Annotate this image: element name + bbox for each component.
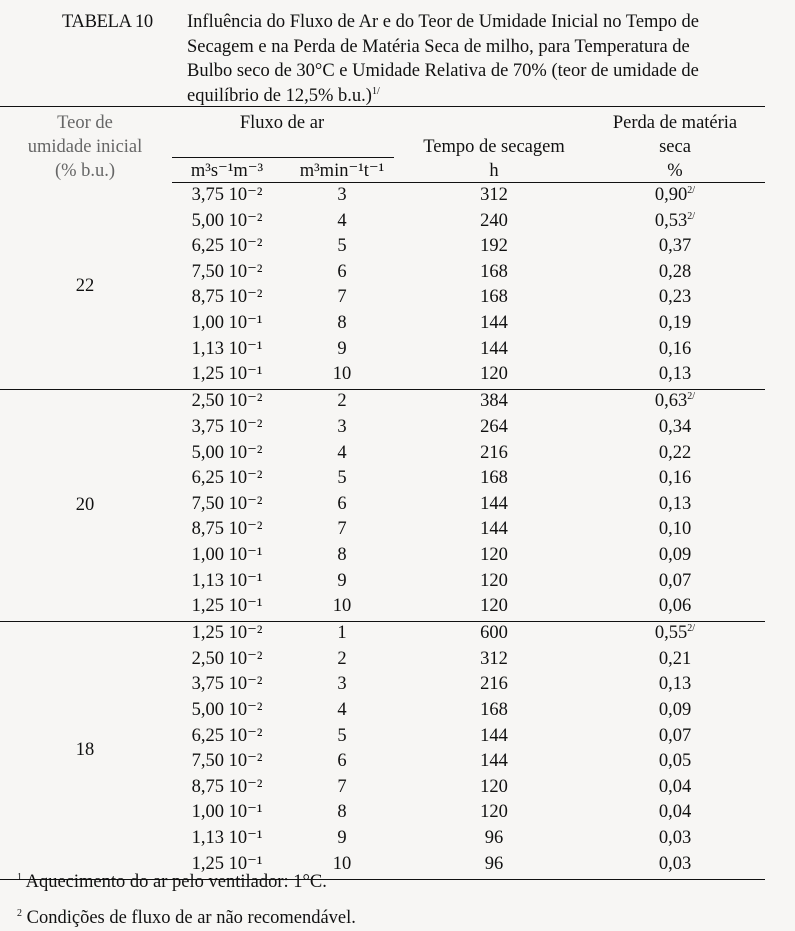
cell-fluxo-t: 5 [337, 236, 347, 257]
footnote-1-text: Aquecimento do ar pelo ventilador: 1°C. [25, 872, 327, 892]
cell-tempo: 120 [480, 802, 508, 823]
cell-fluxo-si: 1,25 10⁻² [191, 623, 263, 644]
cell-perda: 0,05 [658, 751, 692, 772]
cell-fluxo-si: 1,13 10⁻¹ [191, 338, 263, 359]
header-tempo-line2: h [489, 161, 499, 181]
cell-tempo: 240 [480, 210, 508, 231]
cell-tempo: 96 [484, 828, 504, 848]
caption-line: Secagem e na Perda de Matéria Seca de milho, para Temperatura de [187, 36, 690, 57]
cell-fluxo-si: 3,75 10⁻² [191, 185, 263, 205]
cell-fluxo-t: 4 [337, 442, 347, 463]
header-unit-t: m³min⁻¹t⁻¹ [299, 161, 385, 181]
cell-tempo: 312 [480, 185, 508, 205]
cell-teor: 22 [75, 275, 95, 296]
fluxo-subrule [172, 157, 394, 158]
footnote-1-mark: 1 [17, 872, 22, 883]
cell-teor: 20 [75, 495, 95, 515]
cell-fluxo-t: 9 [337, 338, 347, 359]
cell-tempo: 96 [484, 853, 504, 874]
header-perda-line2: seca [659, 137, 691, 157]
cell-fluxo-si: 5,00 10⁻² [191, 700, 263, 720]
cell-perda: 0,13 [658, 364, 692, 385]
cell-perda: $0,63^{2/}$ [654, 391, 696, 412]
cell-fluxo-t: 3 [337, 416, 347, 437]
cell-tempo: 120 [480, 596, 508, 617]
cell-perda: 0,28 [658, 261, 692, 282]
cell-tempo: 384 [480, 391, 508, 412]
cell-tempo: 144 [480, 725, 508, 746]
cell-fluxo-t: 7 [337, 776, 347, 797]
cell-perda: 0,22 [658, 442, 692, 463]
cell-perda: $0,53^{2/}$ [654, 210, 696, 231]
header-bottom-rule [172, 182, 765, 183]
cell-fluxo-si: 1,25 10⁻¹ [191, 364, 263, 385]
cell-tempo: 120 [480, 570, 508, 591]
header-fluxo: Fluxo de ar [239, 113, 325, 133]
cell-fluxo-t: 10 [332, 364, 352, 385]
cell-perda: $0,90^{2/}$ [654, 185, 696, 205]
cell-fluxo-si: 3,75 10⁻² [191, 674, 263, 695]
cell-perda: 0,23 [658, 287, 692, 308]
cell-perda: $0,55^{2/}$ [654, 623, 696, 644]
cell-fluxo-t: 8 [337, 313, 347, 333]
caption-line: Influência do Fluxo de Ar e do Teor de Umidade Inicial no Tempo de [187, 12, 700, 32]
cell-fluxo-si: 5,00 10⁻² [191, 210, 263, 231]
cell-tempo: 144 [480, 493, 508, 514]
table-top-rule [0, 106, 765, 107]
cell-perda: 0,13 [658, 674, 692, 695]
caption-text [187, 10, 792, 108]
cell-fluxo-t: 2 [337, 648, 347, 669]
cell-fluxo-si: 8,75 10⁻² [191, 776, 263, 797]
cell-fluxo-t: 8 [337, 544, 347, 565]
cell-fluxo-t: 6 [337, 751, 347, 772]
cell-fluxo-t: 10 [332, 853, 352, 874]
cell-fluxo-t: 4 [337, 700, 347, 720]
cell-fluxo-si: 1,00 10⁻¹ [191, 802, 263, 823]
cell-perda: 0,04 [658, 776, 692, 797]
header-perda-line3: % [667, 161, 683, 181]
cell-perda: 0,13 [658, 493, 692, 514]
cell-fluxo-si: 1,00 10⁻¹ [191, 544, 263, 565]
cell-perda: 0,34 [658, 416, 692, 437]
cell-fluxo-t: 8 [337, 802, 347, 823]
cell-fluxo-si: 1,00 10⁻¹ [191, 313, 263, 333]
cell-tempo: 120 [480, 776, 508, 797]
footnote-ref: 2/ [687, 210, 696, 222]
cell-fluxo-t: 5 [337, 725, 347, 746]
cell-tempo: 120 [480, 364, 508, 385]
cell-teor: 18 [75, 739, 95, 760]
cell-fluxo-si: 1,13 10⁻¹ [191, 828, 263, 848]
cell-tempo: 168 [480, 261, 508, 282]
footnote-2 [17, 907, 356, 929]
cell-fluxo-t: 7 [337, 287, 347, 308]
cell-perda: 0,03 [658, 853, 692, 874]
cell-fluxo-si: 6,25 10⁻² [191, 725, 263, 746]
cell-fluxo-t: 9 [337, 570, 347, 591]
footnote-ref: 2/ [687, 391, 696, 403]
cell-fluxo-t: 7 [337, 519, 347, 540]
footnote-1 [17, 871, 327, 893]
cell-fluxo-si: 7,50 10⁻² [191, 261, 263, 282]
cell-perda: 0,10 [658, 519, 692, 540]
cell-fluxo-si: 7,50 10⁻² [191, 751, 263, 772]
caption-line: Bulbo seco de 30°C e Umidade Relativa de 70% (teor de umidade de [187, 61, 699, 81]
cell-fluxo-t: 6 [337, 493, 347, 514]
cell-fluxo-si: 2,50 10⁻² [191, 391, 263, 412]
cell-fluxo-si: 5,00 10⁻² [191, 442, 263, 463]
cell-tempo: 312 [480, 648, 508, 669]
cell-fluxo-t: 5 [337, 468, 347, 489]
cell-fluxo-t: 1 [337, 623, 347, 644]
cell-fluxo-t: 9 [337, 828, 347, 848]
cell-perda: 0,19 [658, 313, 692, 333]
cell-perda: 0,16 [658, 468, 692, 489]
cell-fluxo-si: 1,13 10⁻¹ [191, 570, 263, 591]
cell-fluxo-si: 1,25 10⁻¹ [191, 596, 263, 617]
footnote-ref: 2/ [687, 185, 696, 196]
cell-tempo: 192 [480, 236, 508, 257]
cell-fluxo-si: 6,25 10⁻² [191, 468, 263, 489]
cell-fluxo-si: 8,75 10⁻² [191, 287, 263, 308]
header-teor-line3: (% b.u.) [54, 161, 116, 181]
header-tempo-line1: Tempo de secagem [423, 137, 565, 157]
cell-fluxo-t: 3 [337, 674, 347, 695]
cell-tempo: 144 [480, 313, 508, 333]
cell-perda: 0,37 [658, 236, 692, 257]
cell-tempo: 168 [480, 700, 508, 720]
cell-tempo: 600 [480, 623, 508, 644]
cell-tempo: 144 [480, 519, 508, 540]
header-teor-line2: umidade inicial [27, 137, 143, 157]
cell-perda: 0,06 [658, 596, 692, 617]
cell-fluxo-t: 10 [332, 596, 352, 617]
cell-fluxo-si: 6,25 10⁻² [191, 236, 263, 257]
cell-tempo: 144 [480, 751, 508, 772]
table-label: TABELA 10 [62, 12, 153, 32]
cell-tempo: 120 [480, 544, 508, 565]
caption-line: equilíbrio de 12,5% b.u.)$^{1/}$ [187, 85, 380, 106]
cell-fluxo-si: 8,75 10⁻² [191, 519, 263, 540]
cell-fluxo-t: 3 [337, 185, 347, 205]
footnote-ref: 1/ [371, 85, 380, 97]
footnote-ref: 2/ [687, 623, 696, 635]
header-perda-line1: Perda de matéria [612, 113, 738, 133]
cell-perda: 0,07 [658, 570, 692, 591]
cell-perda: 0,09 [658, 544, 692, 565]
footnote-2-text: Condições de fluxo de ar não recomendável. [26, 908, 356, 928]
cell-fluxo-t: 2 [337, 391, 347, 412]
cell-tempo: 216 [480, 674, 508, 695]
cell-perda: 0,03 [658, 828, 692, 848]
cell-fluxo-t: 4 [337, 210, 347, 231]
cell-perda: 0,07 [658, 725, 692, 746]
cell-tempo: 264 [480, 416, 508, 437]
cell-fluxo-si: 2,50 10⁻² [191, 648, 263, 669]
footnote-2-mark: 2 [17, 908, 22, 919]
cell-tempo: 168 [480, 468, 508, 489]
cell-perda: 0,04 [658, 802, 692, 823]
cell-perda: 0,09 [658, 700, 692, 720]
header-unit-si: m³s⁻¹m⁻³ [190, 161, 264, 181]
cell-tempo: 216 [480, 442, 508, 463]
cell-tempo: 144 [480, 338, 508, 359]
cell-fluxo-si: 1,25 10⁻¹ [191, 853, 263, 874]
cell-fluxo-si: 3,75 10⁻² [191, 416, 263, 437]
cell-fluxo-t: 6 [337, 261, 347, 282]
cell-tempo: 168 [480, 287, 508, 308]
cell-perda: 0,16 [658, 338, 692, 359]
cell-perda: 0,21 [658, 648, 692, 669]
cell-fluxo-si: 7,50 10⁻² [191, 493, 263, 514]
header-teor-line1: Teor de [57, 113, 113, 133]
